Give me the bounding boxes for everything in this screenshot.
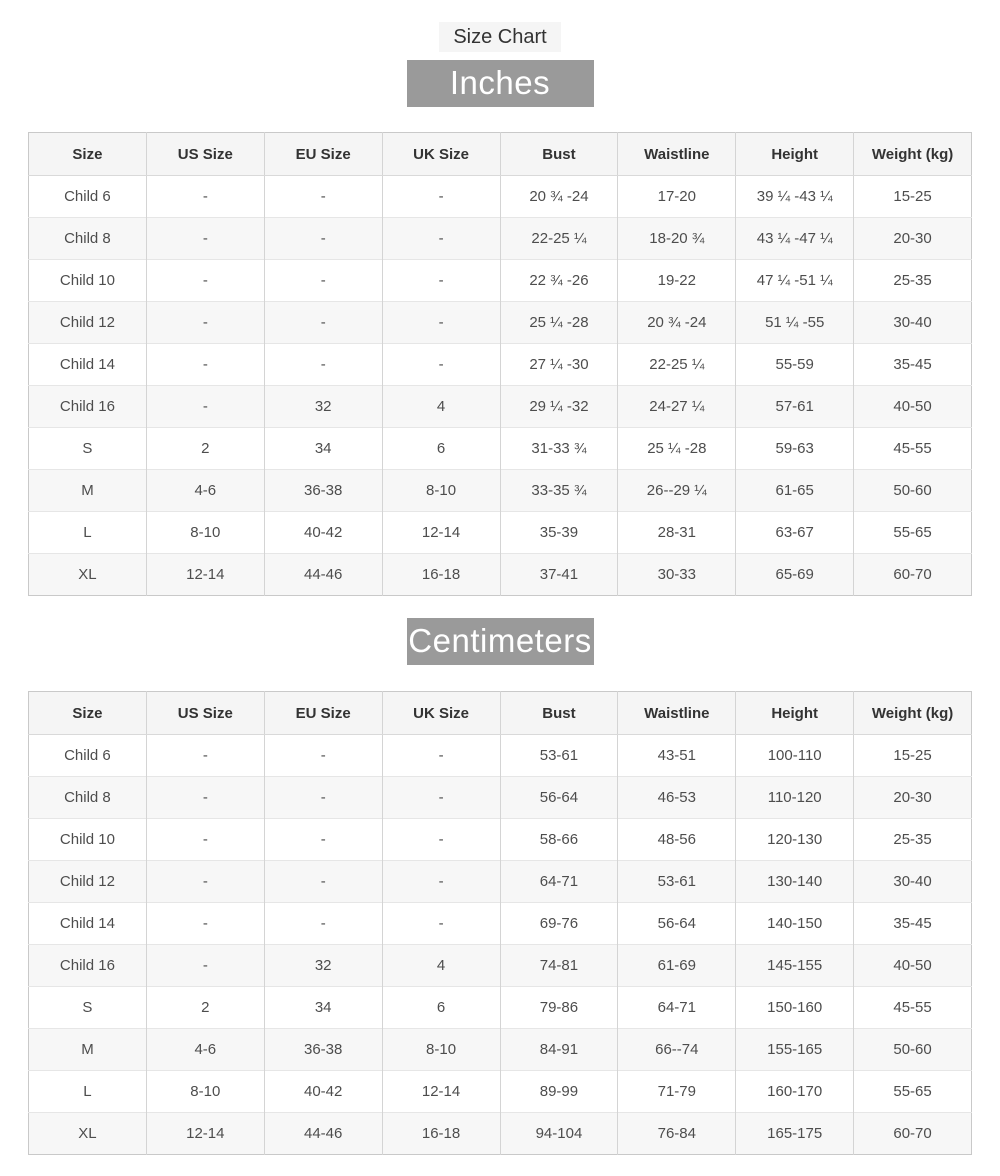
column-header: US Size xyxy=(146,133,264,176)
table-cell: 47 ¼ -51 ¼ xyxy=(736,260,854,302)
column-header: Waistline xyxy=(618,133,736,176)
table-cell: 37-41 xyxy=(500,554,618,596)
table-row xyxy=(29,386,972,428)
size-label-cell: Child 12 xyxy=(29,861,147,903)
table-cell: 94-104 xyxy=(500,1113,618,1155)
table-cell: - xyxy=(146,344,264,386)
size-label-cell: L xyxy=(29,512,147,554)
table-cell: 84-91 xyxy=(500,1029,618,1071)
table-cell: - xyxy=(382,218,500,260)
header-row xyxy=(29,133,972,176)
table-cell: 58-66 xyxy=(500,819,618,861)
size-label-cell: XL xyxy=(29,554,147,596)
table-cell: 45-55 xyxy=(854,987,972,1029)
table-cell: 34 xyxy=(264,987,382,1029)
table-cell: 29 ¼ -32 xyxy=(500,386,618,428)
table-row xyxy=(29,302,972,344)
table-cell: 32 xyxy=(264,945,382,987)
table-row xyxy=(29,1029,972,1071)
table-cell: 65-69 xyxy=(736,554,854,596)
table-row xyxy=(29,735,972,777)
table-cell: 50-60 xyxy=(854,1029,972,1071)
table-cell: 4-6 xyxy=(146,470,264,512)
table-cell: 12-14 xyxy=(382,512,500,554)
table-cell: 15-25 xyxy=(854,735,972,777)
table-cell: 55-65 xyxy=(854,512,972,554)
table-cell: - xyxy=(264,344,382,386)
table-cell: 64-71 xyxy=(500,861,618,903)
table-cell: - xyxy=(264,176,382,218)
table-cell: 140-150 xyxy=(736,903,854,945)
table-cell: 51 ¼ -55 xyxy=(736,302,854,344)
size-label-cell: M xyxy=(29,1029,147,1071)
column-header: Bust xyxy=(500,692,618,735)
table-cell: - xyxy=(264,861,382,903)
table-cell: 6 xyxy=(382,987,500,1029)
table-cell: 20 ¾ -24 xyxy=(618,302,736,344)
table-cell: - xyxy=(264,819,382,861)
table-cell: - xyxy=(382,176,500,218)
table-cell: 100-110 xyxy=(736,735,854,777)
size-label-cell: Child 8 xyxy=(29,218,147,260)
table-cell: 15-25 xyxy=(854,176,972,218)
table-cell: 74-81 xyxy=(500,945,618,987)
table-cell: - xyxy=(382,861,500,903)
table-row xyxy=(29,987,972,1029)
table-row xyxy=(29,512,972,554)
table-cell: 46-53 xyxy=(618,777,736,819)
table-cell: 33-35 ¾ xyxy=(500,470,618,512)
table-row xyxy=(29,1071,972,1113)
size-label-cell: Child 16 xyxy=(29,945,147,987)
table-cell: 155-165 xyxy=(736,1029,854,1071)
table-cell: 53-61 xyxy=(500,735,618,777)
table-row xyxy=(29,554,972,596)
table-cell: - xyxy=(146,819,264,861)
table-cell: 56-64 xyxy=(618,903,736,945)
table-cell: 20 ¾ -24 xyxy=(500,176,618,218)
table-cell: 31-33 ¾ xyxy=(500,428,618,470)
table-cell: 69-76 xyxy=(500,903,618,945)
table-cell: 26--29 ¼ xyxy=(618,470,736,512)
table-cell: 35-45 xyxy=(854,903,972,945)
column-header: US Size xyxy=(146,692,264,735)
table-row xyxy=(29,176,972,218)
table-cell: 39 ¼ -43 ¼ xyxy=(736,176,854,218)
inches-section-heading: Inches xyxy=(407,60,594,107)
table-cell: - xyxy=(146,735,264,777)
table-cell: 16-18 xyxy=(382,1113,500,1155)
size-label-cell: XL xyxy=(29,1113,147,1155)
table-row xyxy=(29,861,972,903)
size-label-cell: Child 6 xyxy=(29,176,147,218)
size-label-cell: S xyxy=(29,428,147,470)
column-header: Height xyxy=(736,133,854,176)
column-header: Weight (kg) xyxy=(854,133,972,176)
table-cell: - xyxy=(382,903,500,945)
size-label-cell: S xyxy=(29,987,147,1029)
table-cell: 22-25 ¼ xyxy=(618,344,736,386)
table-cell: 61-65 xyxy=(736,470,854,512)
table-cell: 22 ¾ -26 xyxy=(500,260,618,302)
table-cell: 150-160 xyxy=(736,987,854,1029)
table-cell: 4-6 xyxy=(146,1029,264,1071)
table-cell: 145-155 xyxy=(736,945,854,987)
table-cell: - xyxy=(264,260,382,302)
column-header: UK Size xyxy=(382,692,500,735)
table-cell: 30-33 xyxy=(618,554,736,596)
table-cell: 40-50 xyxy=(854,945,972,987)
table-row xyxy=(29,470,972,512)
table-cell: - xyxy=(146,386,264,428)
table-cell: 57-61 xyxy=(736,386,854,428)
size-label-cell: Child 14 xyxy=(29,903,147,945)
table-cell: 120-130 xyxy=(736,819,854,861)
table-cell: 55-65 xyxy=(854,1071,972,1113)
table-cell: 59-63 xyxy=(736,428,854,470)
table-cell: 36-38 xyxy=(264,470,382,512)
table-cell: 53-61 xyxy=(618,861,736,903)
column-header: Size xyxy=(29,692,147,735)
table-cell: - xyxy=(382,735,500,777)
column-header: Weight (kg) xyxy=(854,692,972,735)
table-cell: 22-25 ¼ xyxy=(500,218,618,260)
table-cell: - xyxy=(382,302,500,344)
size-label-cell: L xyxy=(29,1071,147,1113)
table-cell: 45-55 xyxy=(854,428,972,470)
table-cell: 2 xyxy=(146,987,264,1029)
table-row xyxy=(29,344,972,386)
table-cell: 66--74 xyxy=(618,1029,736,1071)
table-cell: 19-22 xyxy=(618,260,736,302)
table-cell: 130-140 xyxy=(736,861,854,903)
table-row xyxy=(29,428,972,470)
size-label-cell: Child 12 xyxy=(29,302,147,344)
table-cell: 48-56 xyxy=(618,819,736,861)
table-cell: - xyxy=(146,945,264,987)
column-header: Waistline xyxy=(618,692,736,735)
inches-table-header xyxy=(29,133,972,176)
table-cell: 64-71 xyxy=(618,987,736,1029)
table-cell: 12-14 xyxy=(146,554,264,596)
table-cell: 44-46 xyxy=(264,1113,382,1155)
table-cell: - xyxy=(264,903,382,945)
column-header: EU Size xyxy=(264,692,382,735)
inches-table xyxy=(28,132,972,596)
table-cell: 40-42 xyxy=(264,512,382,554)
table-row xyxy=(29,903,972,945)
centimeters-table-header xyxy=(29,692,972,735)
table-cell: 20-30 xyxy=(854,777,972,819)
table-cell: 8-10 xyxy=(146,512,264,554)
size-label-cell: Child 10 xyxy=(29,260,147,302)
table-cell: 89-99 xyxy=(500,1071,618,1113)
table-cell: 6 xyxy=(382,428,500,470)
table-cell: 24-27 ¼ xyxy=(618,386,736,428)
table-cell: 30-40 xyxy=(854,861,972,903)
column-header: UK Size xyxy=(382,133,500,176)
column-header: EU Size xyxy=(264,133,382,176)
table-cell: 61-69 xyxy=(618,945,736,987)
table-cell: 43 ¼ -47 ¼ xyxy=(736,218,854,260)
table-cell: - xyxy=(382,260,500,302)
table-cell: 8-10 xyxy=(146,1071,264,1113)
table-cell: 27 ¼ -30 xyxy=(500,344,618,386)
table-cell: - xyxy=(146,302,264,344)
table-cell: 2 xyxy=(146,428,264,470)
table-cell: - xyxy=(382,344,500,386)
table-cell: 63-67 xyxy=(736,512,854,554)
table-cell: 25-35 xyxy=(854,260,972,302)
table-cell: 16-18 xyxy=(382,554,500,596)
table-cell: 28-31 xyxy=(618,512,736,554)
table-cell: 110-120 xyxy=(736,777,854,819)
table-cell: 25 ¼ -28 xyxy=(618,428,736,470)
table-cell: 55-59 xyxy=(736,344,854,386)
centimeters-table-body xyxy=(29,735,972,1155)
table-cell: 40-50 xyxy=(854,386,972,428)
column-header: Size xyxy=(29,133,147,176)
size-label-cell: Child 10 xyxy=(29,819,147,861)
table-cell: 32 xyxy=(264,386,382,428)
table-cell: 60-70 xyxy=(854,554,972,596)
table-row xyxy=(29,260,972,302)
table-cell: - xyxy=(264,777,382,819)
size-label-cell: Child 8 xyxy=(29,777,147,819)
table-row xyxy=(29,945,972,987)
table-row xyxy=(29,777,972,819)
table-cell: 8-10 xyxy=(382,470,500,512)
inches-table-body xyxy=(29,176,972,596)
table-cell: 165-175 xyxy=(736,1113,854,1155)
table-row xyxy=(29,1113,972,1155)
table-cell: 4 xyxy=(382,945,500,987)
table-cell: 50-60 xyxy=(854,470,972,512)
table-cell: - xyxy=(264,735,382,777)
table-cell: 60-70 xyxy=(854,1113,972,1155)
table-cell: 25 ¼ -28 xyxy=(500,302,618,344)
table-cell: 20-30 xyxy=(854,218,972,260)
table-cell: 36-38 xyxy=(264,1029,382,1071)
page-title: Size Chart xyxy=(439,22,560,52)
table-cell: 4 xyxy=(382,386,500,428)
table-cell: 17-20 xyxy=(618,176,736,218)
header-row xyxy=(29,692,972,735)
size-label-cell: Child 16 xyxy=(29,386,147,428)
table-row xyxy=(29,819,972,861)
table-cell: 25-35 xyxy=(854,819,972,861)
table-cell: - xyxy=(146,176,264,218)
table-cell: 8-10 xyxy=(382,1029,500,1071)
table-cell: - xyxy=(264,218,382,260)
table-cell: - xyxy=(264,302,382,344)
table-cell: 12-14 xyxy=(382,1071,500,1113)
size-label-cell: Child 6 xyxy=(29,735,147,777)
table-cell: 30-40 xyxy=(854,302,972,344)
table-cell: 35-39 xyxy=(500,512,618,554)
size-label-cell: M xyxy=(29,470,147,512)
table-cell: 34 xyxy=(264,428,382,470)
table-cell: 43-51 xyxy=(618,735,736,777)
column-header: Bust xyxy=(500,133,618,176)
table-cell: - xyxy=(146,903,264,945)
table-cell: 35-45 xyxy=(854,344,972,386)
table-cell: - xyxy=(146,260,264,302)
table-cell: 76-84 xyxy=(618,1113,736,1155)
table-cell: 160-170 xyxy=(736,1071,854,1113)
table-cell: 18-20 ¾ xyxy=(618,218,736,260)
table-cell: - xyxy=(146,777,264,819)
page-header xyxy=(0,0,1000,52)
table-cell: 79-86 xyxy=(500,987,618,1029)
table-cell: - xyxy=(146,218,264,260)
table-cell: 44-46 xyxy=(264,554,382,596)
table-cell: 71-79 xyxy=(618,1071,736,1113)
table-cell: 40-42 xyxy=(264,1071,382,1113)
size-label-cell: Child 14 xyxy=(29,344,147,386)
column-header: Height xyxy=(736,692,854,735)
table-row xyxy=(29,218,972,260)
table-cell: - xyxy=(146,861,264,903)
table-cell: 12-14 xyxy=(146,1113,264,1155)
centimeters-section-heading: Centimeters xyxy=(407,618,594,665)
centimeters-table xyxy=(28,691,972,1155)
table-cell: - xyxy=(382,819,500,861)
table-cell: 56-64 xyxy=(500,777,618,819)
table-cell: - xyxy=(382,777,500,819)
